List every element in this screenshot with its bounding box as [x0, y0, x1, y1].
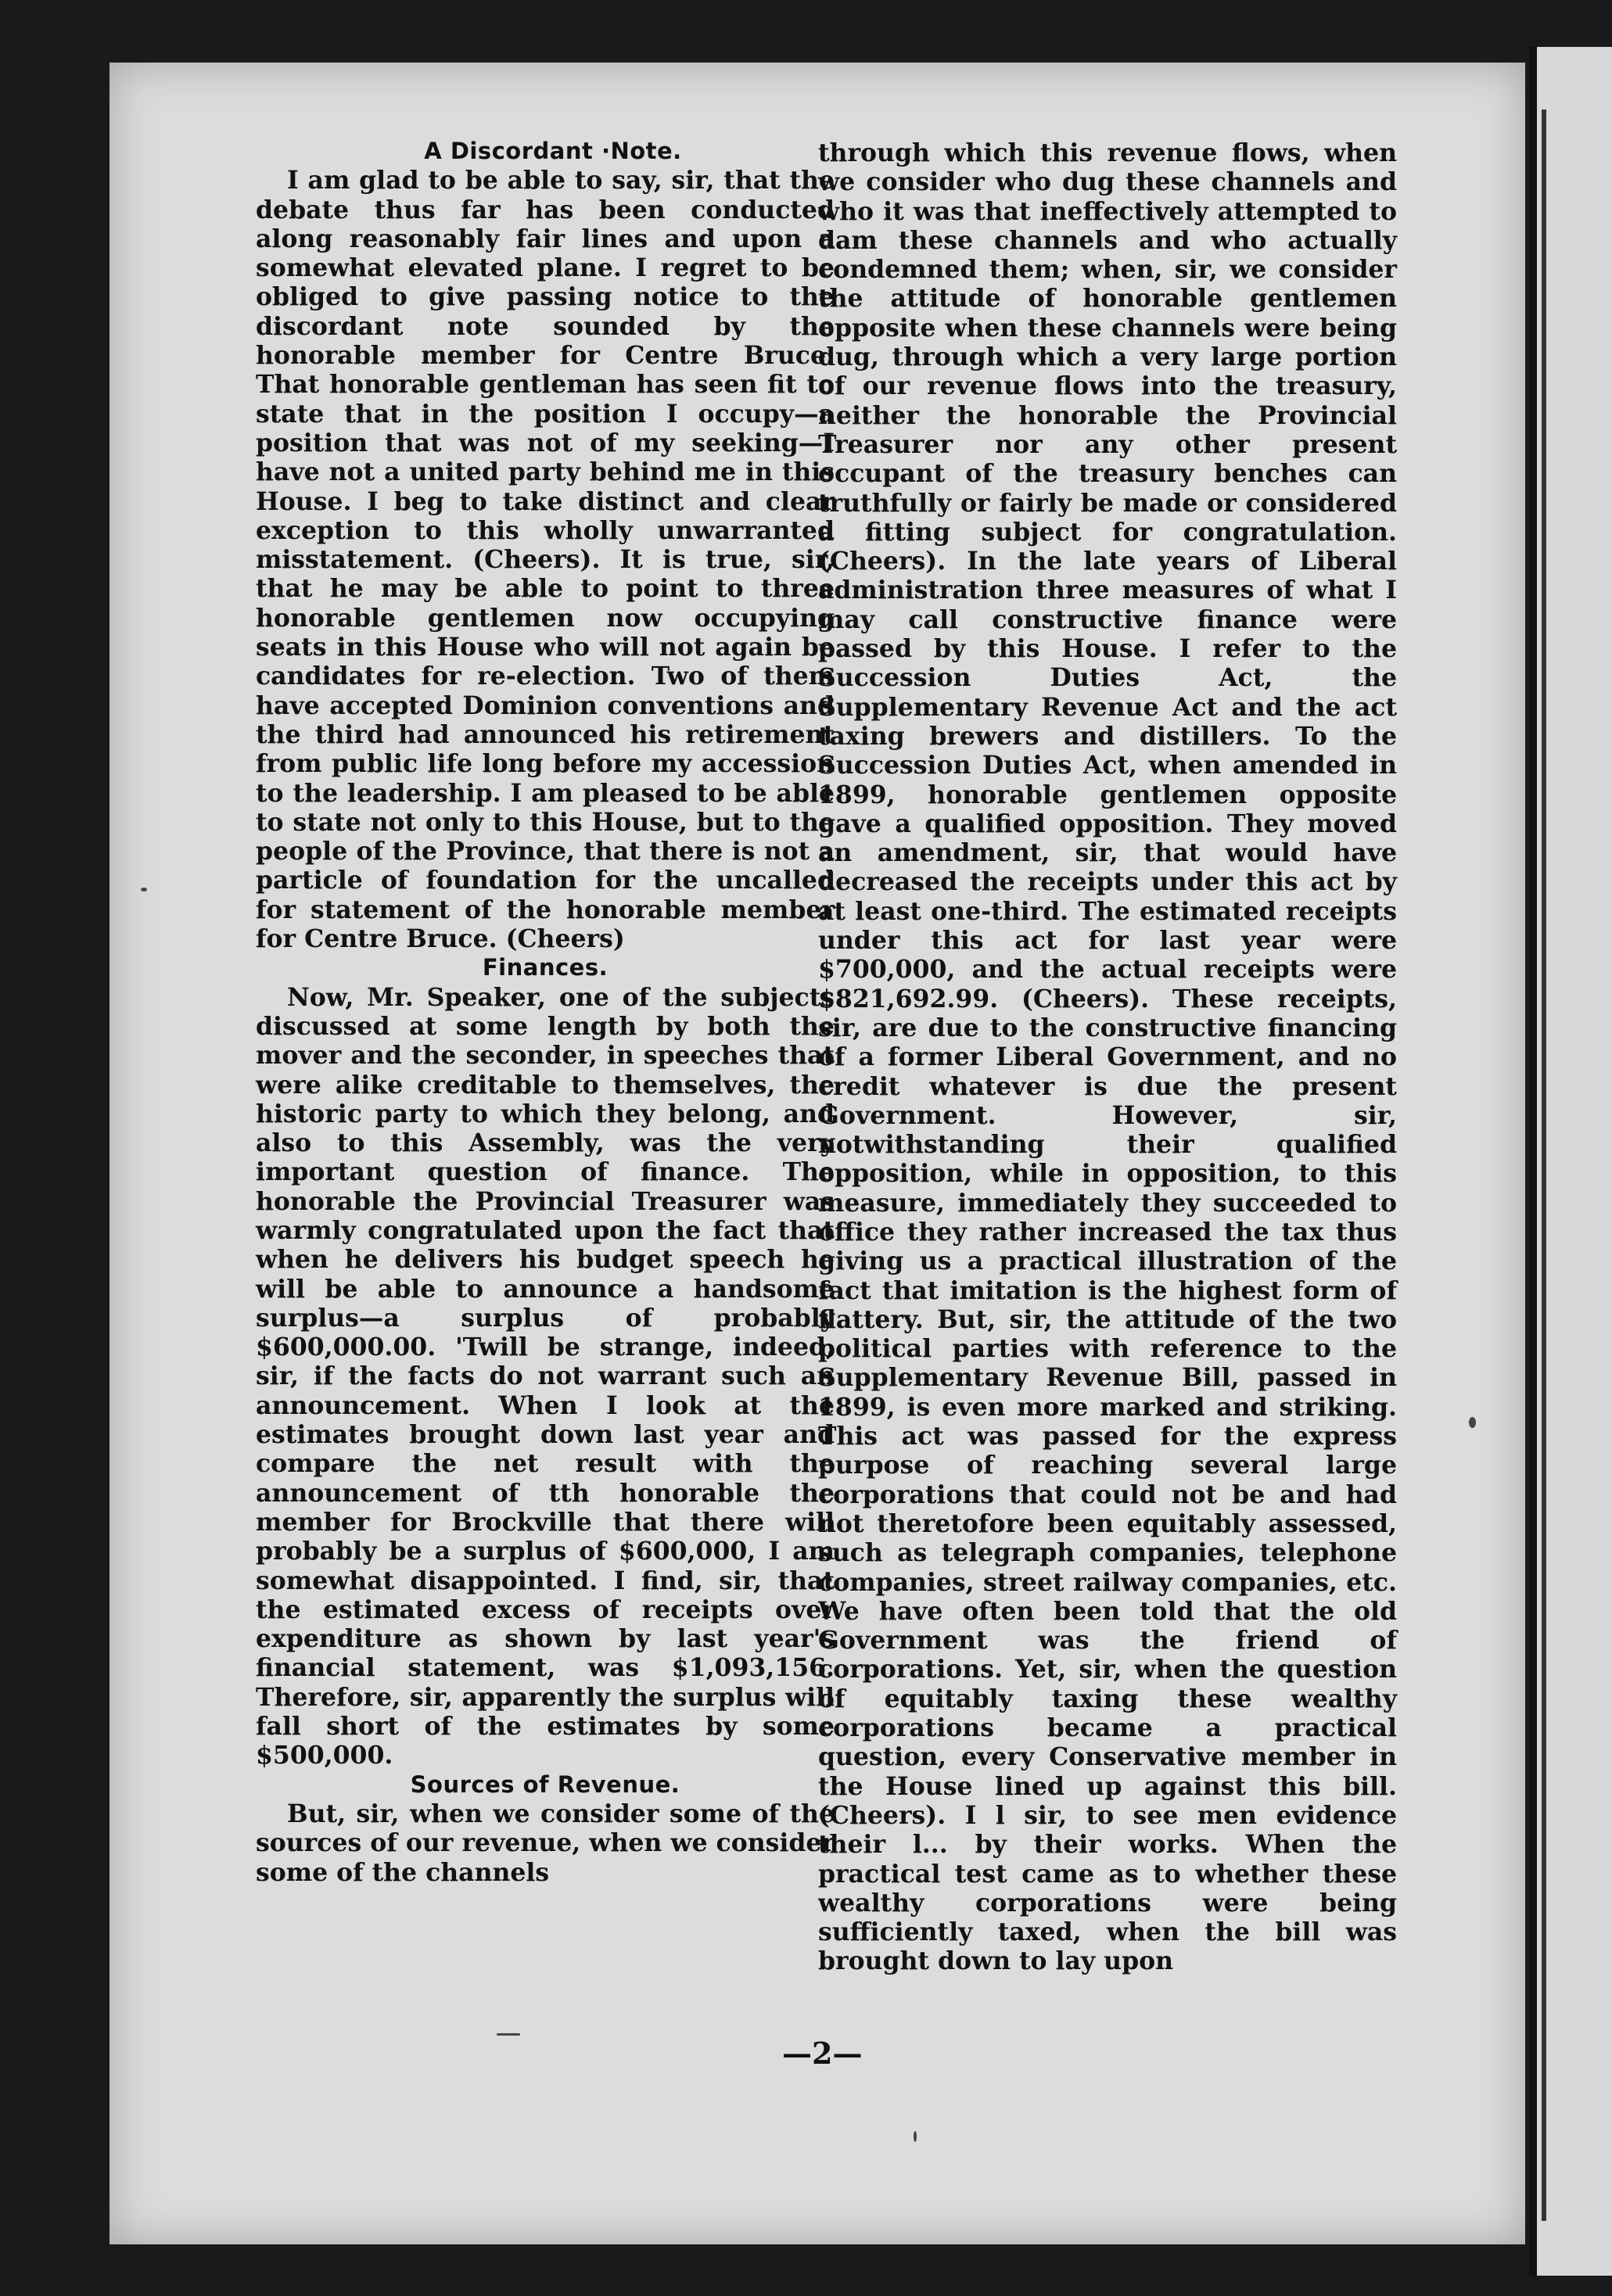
paragraph-sources-of-revenue: But, sir, when we consider some of the sources of our revenue, when we consider some of the channels	[256, 1799, 835, 1887]
scan-speck	[497, 2033, 520, 2036]
page-number: —2—	[782, 2036, 863, 2071]
right-column	[818, 138, 1397, 1976]
left-column	[256, 137, 835, 1887]
page-gutter	[1542, 109, 1546, 2221]
scan-speck	[141, 888, 147, 891]
heading-finances: Finances.	[482, 954, 609, 981]
facing-page-edge	[1529, 47, 1612, 2276]
paragraph-continued: through which this revenue flows, when we consider who dug these channels and who it was that ineffectively attempted to dam these channels and who actually condemned them; when, sir, we consider the attitude of honorable gentlemen opposite when these channels were being dug, through which a very large portion of our revenue flows into the treasury, neither the honorable the Provincial Treasurer nor any other present occupant of the treasury benches can truthfully or fairly be made or considered a fitting subject for congratulation. (Cheers). In the late years of Liberal administration three measures of what I may call constructive finance were passed by this House. I refer to the Succession Duties Act, the Supplementary Revenue Act and the act taxing brewers and distillers. To the Succession Duties Act, when amended in 1899, honorable gentlemen opposite gave a qualified opposition. They moved an amendment, sir, that would have decreased the receipts under this act by at least one-third. The estimated receipts under this act for last year were $700,000, and the actual receipts were $821,692.99. (Cheers). These receipts, sir, are due to the constructive financing of a former Liberal Government, and no credit whatever is due the present Government. However, sir, notwithstanding their qualified opposition, while in opposition, to this measure, immediately they succeeded to office they rather increased the tax thus giving us a practical illustration of the fact that imitation is the highest form of flattery. But, sir, the attitude of the two political parties with reference to the Supplementary Revenue Bill, passed in 1899, is even more marked and striking. This act was passed for the express purpose of reaching several large corporations that could not be and had not theretofore been equitably assessed, such as telegraph companies, telephone companies, street railway companies, etc. We have often been told that the old Government was the friend of corporations. Yet, sir, when the question of equitably taxing these wealthy corporations became a practical question, every Conservative member in the House lined up against this bill. (Cheers). I l sir, to see men evidence their l... by their works. When the practical test came as to whether these wealthy corporations were being sufficiently taxed, when the bill was brought down to lay upon	[818, 138, 1397, 1976]
paragraph-discordant-note: I am glad to be able to say, sir, that the debate thus far has been conducted along reasonably fair lines and upon a somewhat elevated plane. I regret to be obliged to give passing notice to the discordant note sounded by the honorable member for Centre Bruce. That honorable gentleman has seen fit to state that in the position I occupy—a position that was not of my seeking—I have not a united party behind me in this House. I beg to take distinct and clear exception to this wholly unwarranted misstatement. (Cheers). It is true, sir, that he may be able to point to three honorable gentlemen now occupying seats in this House who will not again be candidates for re-election. Two of them have accepted Dominion conventions and the third had announced his retirement from public life long before my accession to the leadership. I am pleased to be able to state not only to this House, but to the people of the Province, that there is not a particle of foundation for the uncalled for statement of the honorable member for Centre Bruce. (Cheers)	[256, 166, 835, 954]
scan-speck	[1469, 1417, 1476, 1428]
paragraph-finances: Now, Mr. Speaker, one of the subjects discussed at some length by both the mover and the seconder, in speeches that were alike creditable to themselves, the historic party to which they belong, and also to this Assembly, was the very important question of finance. The honorable the Provincial Treasurer was warmly congratulated upon the fact that when he delivers his budget speech he will be able to announce a handsome surplus—a surplus of probably $600,000.00. 'Twill be strange, indeed, sir, if the facts do not warrant such an announcement. When I look at the estimates brought down last year and compare the net result with the announcement of tth honorable the member for Brockville that there will probably be a surplus of $600,000, I am somewhat disappointed. I find, sir, that the estimated excess of receipts over expenditure as shown by last year's financial statement, was $1,093,156. Therefore, sir, apparently the surplus will fall short of the estimates by some $500,000.	[256, 982, 835, 1770]
scan-speck	[914, 2131, 917, 2142]
heading-discordant-note: A Discordant ·Note.	[424, 138, 682, 164]
heading-sources-of-revenue: Sources of Revenue.	[410, 1770, 680, 1798]
